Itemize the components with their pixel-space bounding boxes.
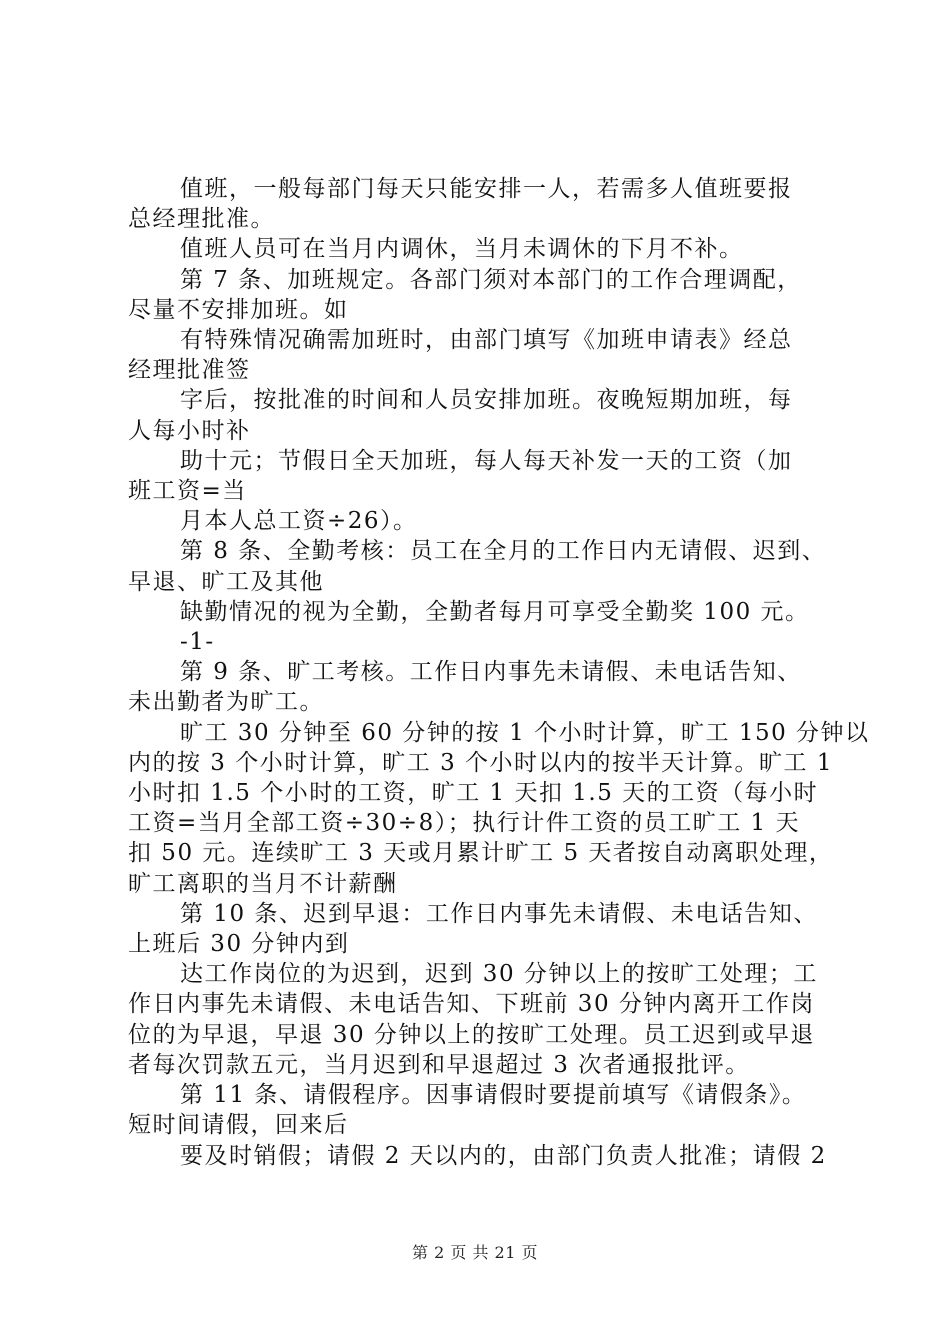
text-line: 早退、旷工及其他 <box>128 568 324 595</box>
text-line: 旷工离职的当月不计薪酬 <box>128 870 398 897</box>
text-line: 工资=当月全部工资÷30÷8）；执行计件工资的员工旷工 1 天 <box>128 810 800 837</box>
text-line: 旷工 30 分钟至 60 分钟的按 1 个小时计算，旷工 150 分钟以 <box>180 719 870 746</box>
text-line: 第 10 条、迟到早退：工作日内事先未请假、未电话告知、 <box>180 900 818 927</box>
text-line: 内的按 3 个小时计算，旷工 3 个小时以内的按半天计算。旷工 1 <box>128 749 833 776</box>
text-line: 扣 50 元。连续旷工 3 天或月累计旷工 5 天者按自动离职处理， <box>128 840 834 867</box>
text-line: 人每小时补 <box>128 417 251 444</box>
text-line: 总经理批准。 <box>128 206 275 233</box>
text-line: 字后，按批准的时间和人员安排加班。夜晚短期加班，每 <box>180 387 793 414</box>
text-line: 有特殊情况确需加班时，由部门填写《加班申请表》经总 <box>180 327 793 354</box>
text-line: 达工作岗位的为迟到，迟到 30 分钟以上的按旷工处理；工 <box>180 961 818 988</box>
page-footer: 第 2 页 共 21 页 <box>412 1243 538 1262</box>
text-line: 第 8 条、全勤考核：员工在全月的工作日内无请假、迟到、 <box>180 538 827 565</box>
text-line: 小时扣 1.5 个小时的工资，旷工 1 天扣 1.5 天的工资（每小时 <box>128 780 819 807</box>
text-line: 经理批准签 <box>128 357 251 384</box>
text-line: 值班，一般每部门每天只能安排一人，若需多人值班要报 <box>180 176 793 202</box>
text-line: 短时间请假，回来后 <box>128 1112 349 1139</box>
text-line: 者每次罚款五元，当月迟到和早退超过 3 次者通报批评。 <box>128 1051 750 1078</box>
text-line: 位的为早退，早退 30 分钟以上的按旷工处理。员工迟到或早退 <box>128 1021 815 1048</box>
body-text <box>128 174 870 1171</box>
text-line: 尽量不安排加班。如 <box>128 296 349 323</box>
text-line: 上班后 30 分钟内到 <box>128 931 350 958</box>
text-line: 第 7 条、加班规定。各部门须对本部门的工作合理调配， <box>180 266 802 293</box>
text-line: 第 9 条、旷工考核。工作日内事先未请假、未电话告知、 <box>180 659 802 686</box>
page-marker: -1- <box>180 629 215 656</box>
text-line: 未出勤者为旷工。 <box>128 689 324 716</box>
text-line: 助十元；节假日全天加班，每人每天补发一天的工资（加 <box>180 447 793 474</box>
text-line: 班工资=当 <box>128 478 247 505</box>
text-line: 作日内事先未请假、未电话告知、下班前 30 分钟内离开工作岗 <box>128 991 815 1018</box>
text-line: 第 11 条、请假程序。因事请假时要提前填写《请假条》。 <box>180 1082 807 1109</box>
text-line: 缺勤情况的视为全勤，全勤者每月可享受全勤奖 100 元。 <box>180 598 810 625</box>
text-line: 值班人员可在当月内调休，当月未调休的下月不补。 <box>180 236 744 263</box>
text-line: 要及时销假；请假 2 天以内的，由部门负责人批准；请假 2 <box>180 1142 827 1169</box>
text-line: 月本人总工资÷26）。 <box>180 508 418 535</box>
